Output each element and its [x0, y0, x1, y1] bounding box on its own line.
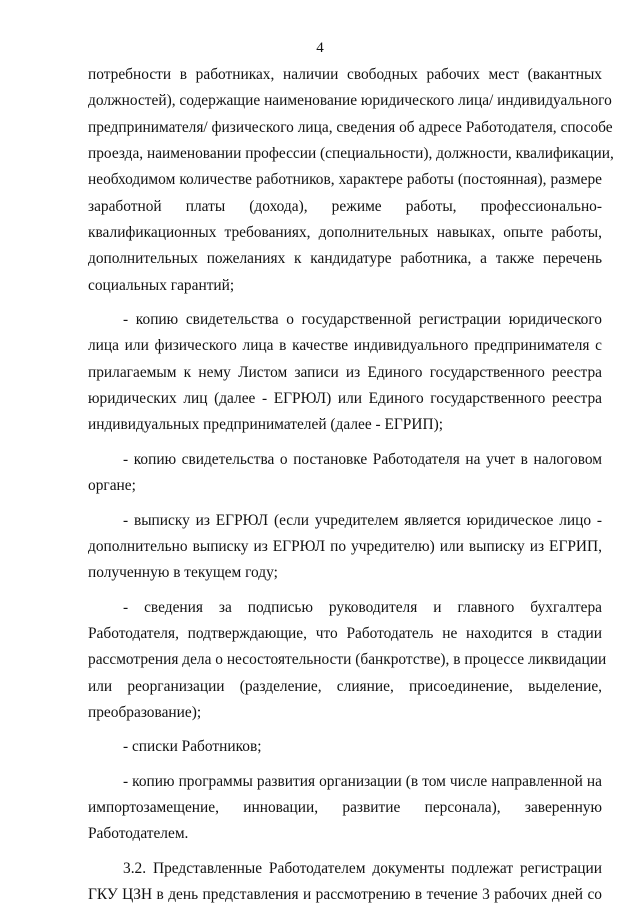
- text-line: должностей), содержащие наименование юридического лица/ индивидуального: [88, 92, 612, 110]
- text-line: - копию программы развития организации (в том числе направленной на: [123, 772, 602, 790]
- text-line: лица или физического лица в качестве индивидуального предпринимателя с: [88, 337, 602, 355]
- text-line: ГКУ ЦЗН в день представления и рассмотрению в течение 3 рабочих дней со: [88, 885, 602, 903]
- text-line: предпринимателя/ физического лица, сведения об адресе Работодателя, способе: [88, 118, 613, 136]
- page-number: 4: [316, 40, 324, 56]
- text-line: преобразование);: [88, 703, 202, 721]
- document-body: [88, 62, 614, 908]
- text-line: или реорганизации (разделение, слияние, присоединение, выделение,: [88, 677, 602, 695]
- paragraph-gap: [88, 500, 602, 508]
- text-line: социальных гарантий;: [88, 276, 235, 294]
- text-line: необходимом количестве работников, характере работы (постоянная), размере: [88, 171, 602, 189]
- text-line: дополнительно выписку из ЕГРЮЛ по учредителю) или выписку из ЕГРИП,: [88, 537, 602, 555]
- text-line: импортозамещение, инновации, развитие персонала), заверенную: [88, 798, 602, 816]
- text-line: - копию свидетельства о постановке Работодателя на учет в налоговом: [123, 450, 602, 468]
- text-line: дополнительных пожеланиях к кандидатуре работника, а также перечень: [88, 250, 602, 268]
- paragraph-gap: [88, 439, 602, 447]
- text-line: Работодателя, подтверждающие, что Работодатель не находится в стадии: [88, 624, 602, 642]
- text-line: юридических лиц (далее - ЕГРЮЛ) или Единого государственного реестра: [88, 390, 602, 408]
- paragraph-gap: [88, 848, 602, 856]
- paragraph-gap: [88, 299, 602, 307]
- text-line: заработной платы (дохода), режиме работы, профессионально-: [88, 197, 602, 215]
- text-line: индивидуальных предпринимателей (далее - ЕГРИП);: [88, 416, 443, 434]
- text-line: полученную в текущем году;: [88, 564, 278, 582]
- text-line: Работодателем.: [88, 825, 189, 843]
- text-line: - копию свидетельства о государственной регистрации юридического: [123, 311, 602, 329]
- text-line: 3.2. Представленные Работодателем документы подлежат регистрации: [123, 859, 602, 877]
- text-line: потребности в работниках, наличии свободных рабочих мест (вакантных: [88, 66, 602, 83]
- text-line: органе;: [88, 477, 136, 495]
- paragraph-gap: [88, 726, 602, 734]
- text-line: проезда, наименовании профессии (специальности), должности, квалификации,: [88, 145, 614, 163]
- text-line: прилагаемым к нему Листом записи из Единого государственного реестра: [88, 363, 602, 381]
- paragraph-gap: [88, 761, 602, 769]
- text-line: квалификационных требованиях, дополнительных навыках, опыте работы,: [88, 224, 602, 242]
- text-line: рассмотрения дела о несостоятельности (банкротстве), в процессе ликвидации: [88, 651, 607, 669]
- paragraph-gap: [88, 587, 602, 595]
- text-line: - сведения за подписью руководителя и главного бухгалтера: [123, 598, 602, 616]
- text-line: - выписку из ЕГРЮЛ (если учредителем является юридическое лицо -: [123, 511, 602, 529]
- text-line: - списки Работников;: [123, 738, 262, 756]
